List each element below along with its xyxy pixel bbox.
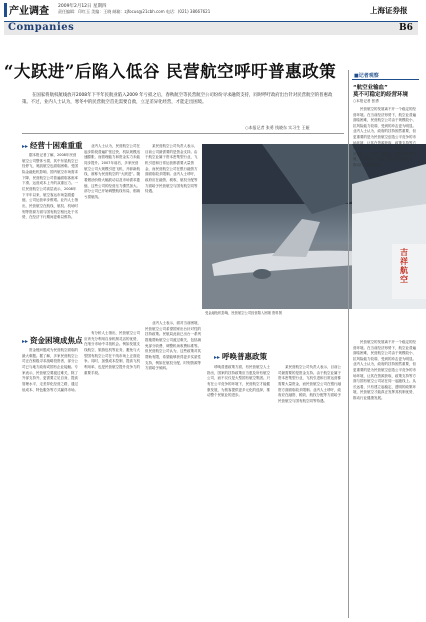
sidebar-title-line2: 莫不可稳定的经营环境 (353, 92, 409, 98)
article-column-5: 有分析人士指出，民营航空公司应该充分利用自身机制灵活的优势，在细分市场中寻找机会。例如发展支线航空、旅游包机等业务，避免与大型国有航空公司在干线市场上正面竞争。同时，加强成本控制，提高飞机利用率，也是民营航空提升竞争力的重要手段。 (84, 331, 140, 375)
section-marker-icon: ▸▸ (214, 354, 221, 361)
article-column-8: 某民营航空公司负责人表示，目前公司最需要的是资金支持。由于航空业属于资本密集型行业，飞机引进和日常运营都需要大量资金，而民营航空公司在银行融资方面面临较多限制。业内人士呼吁，政府应在融资、税收、航权分配等方面给予民营航空与国有航空同等待遇。 (278, 365, 341, 403)
sidebar-author: ○本报记者 张勇 (353, 99, 379, 103)
companies-label: Companies (8, 22, 75, 33)
header-accent-bar (4, 3, 7, 17)
section-marker-icon: ▸▸ (22, 338, 29, 345)
header-date: 2009年2月12日 星期四 (58, 4, 107, 9)
article-column-2: 业内人士认为，民营航空公司在起步阶段普遍扩张过快，机队规模迅速膨胀，而管理能力和资金实力未能同步提升。2007年前后，多家民营航空公司大规模引进飞机、开辟新航线，被称为民营航空的“大跃进”。随着燃油价格大幅波动以及市场需求萎缩，这些公司的经营压力骤然加大。部分公司已开始调整航线布局，削减亏损航线。 (84, 144, 141, 199)
sidebar-tag: ■记者观察 (354, 73, 379, 79)
header-editor-info: 责任编辑：印红玉 美编：王晓 邮箱：zjfocus@21cbh.com 电话：(021) 38667621 (58, 9, 211, 14)
lead-rule (22, 133, 344, 134)
article-column-4: 资金链问题成为民营航空面临的最大难题。据了解，多家民营航空公司正在积极寻求战略投资者，部分公司已与地方政府或国有企业接触。专家表示，民营航空要渡过难关，除了外部支持外，更需要立足自身，提高管理水平，走差异化经营之路，通过低成本、特色服务等方式赢得市场。 (22, 348, 78, 392)
aircraft-logo-text: 吉祥航空 (400, 248, 408, 284)
sidebar-divider (348, 70, 349, 618)
article-column-6: 业内人士表示，面对当前困境，民营航空公司希望国家出台针对性的扶持政策。民航局此前已出台一系列措施帮助航空公司渡过难关，包括减免部分收费、调整机场收费标准等。但民营航空公司认为，这些政策对其帮助有限，希望能够获得更多实质性支持，例如在航权分配、时刻资源等方面给予倾斜。 (145, 321, 201, 371)
article-column-3: 某民营航空公司负责人表示，目前公司最需要的是资金支持。由于航空业属于资本密集型行业，飞机引进和日常运营都需要大量资金，而民营航空公司在银行融资方面面临较多限制。业内人士呼吁，政府应在融资、税收、航权分配等方面给予民营航空与国有航空同等待遇。 (145, 144, 198, 194)
sidebar-title-line1: “航空业输血” (353, 85, 388, 91)
sidebar-text-continued: 民营航空的发展离不开一个稳定的经营环境。在当前经济形势下，航空业普遍面临困难，民营航空公司由于规模较小、抗风险能力较弱，受到的冲击更为明显。业内人士认为，政府的扶持固然重要，但更重要的是为民营航空创造公平竞争的市场环境，让其在资源获取、政策支持等方面与国有航空公司站在同一起跑线上。从长远看，只有建立起稳定、透明的政策环境，民营航空才能真正发挥其机制优势，推动行业健康发展。 (353, 340, 416, 400)
section-heading-1: ▸▸ 经营十困难重重 (22, 141, 83, 150)
byline: ○本报记者 张勇 钱晓东 实习生 王娅 (245, 125, 310, 130)
sidebar-rule (352, 79, 419, 80)
lead-paragraph: 在国家将航权航线放开2008年下半年民航业陷入2009 年亏损之后，春秋航空等民营航空公司纷纷寻求融资支持，同时呼吁政府出台针对民营航空的普惠政策。不过，业内人士认为，寒冬中的民营航空首先需要自救，立足差异化经营，才能走出困境。 (22, 93, 333, 105)
newspaper-logo: 上海证券报 (370, 6, 408, 15)
article-column-7: 呼唤普惠政策方面，有民营航空人士指出，国家的扶持政策应当惠及所有航空公司，而不仅仅是大型国有航空集团。只有在公平竞争的环境下，民营航空才能健康发展，为旅客提供更多元化的选择，推动整个民航业的进步。 (207, 365, 270, 398)
photo-caption: 受金融危机影响，民营航空公司经营陷入困境 资料图 (205, 311, 282, 315)
page-number: B6 (399, 23, 413, 33)
sidebar-text: 民营航空的发展离不开一个稳定的经营环境。在当前经济形势下，航空业普遍面临困难，民营航空公司由于规模较小、抗风险能力较弱，受到的冲击更为明显。业内人士认为，政府的扶持固然重要，但更重要的是为民营航空创造公平竞争的市场环境，让其在资源获取、政策支持等方面与国有航空公司站在同一起跑线上。从长远看，只有建立起稳定、透明的政策环境，民营航空才能真正发挥其机制优势，推动行业健康发展。 (353, 107, 416, 167)
section-marker-icon: ▸▸ (22, 143, 29, 150)
section-title: 产业调查 (9, 6, 49, 17)
article-column-1: 据本报记者了解，2008年民营航空公司整体亏损，其中东星航空已经停飞，奥凯航空也面临困难。受国际金融危机影响，国内航空市场需求下降，民营航空公司普遍面临客座率下滑、运营成本上升的双重压力。一位民营航空公司高层表示，2008年下半年以来，航空客运市场急剧萎缩，公司运营举步维艰。业内人士指出，民营航空在航线、航权、机场时刻等资源方面与国有航空相比处于劣势，在经济下行期间更难以维持。 (22, 153, 78, 220)
headline: “大跃进”后陷入低谷 民营航空呼吁普惠政策 (3, 62, 337, 81)
section-heading-2: ▸▸ 资金困境成焦点 (22, 336, 83, 345)
section-heading-3: ▸▸ 呼唤普惠政策 (214, 352, 268, 361)
